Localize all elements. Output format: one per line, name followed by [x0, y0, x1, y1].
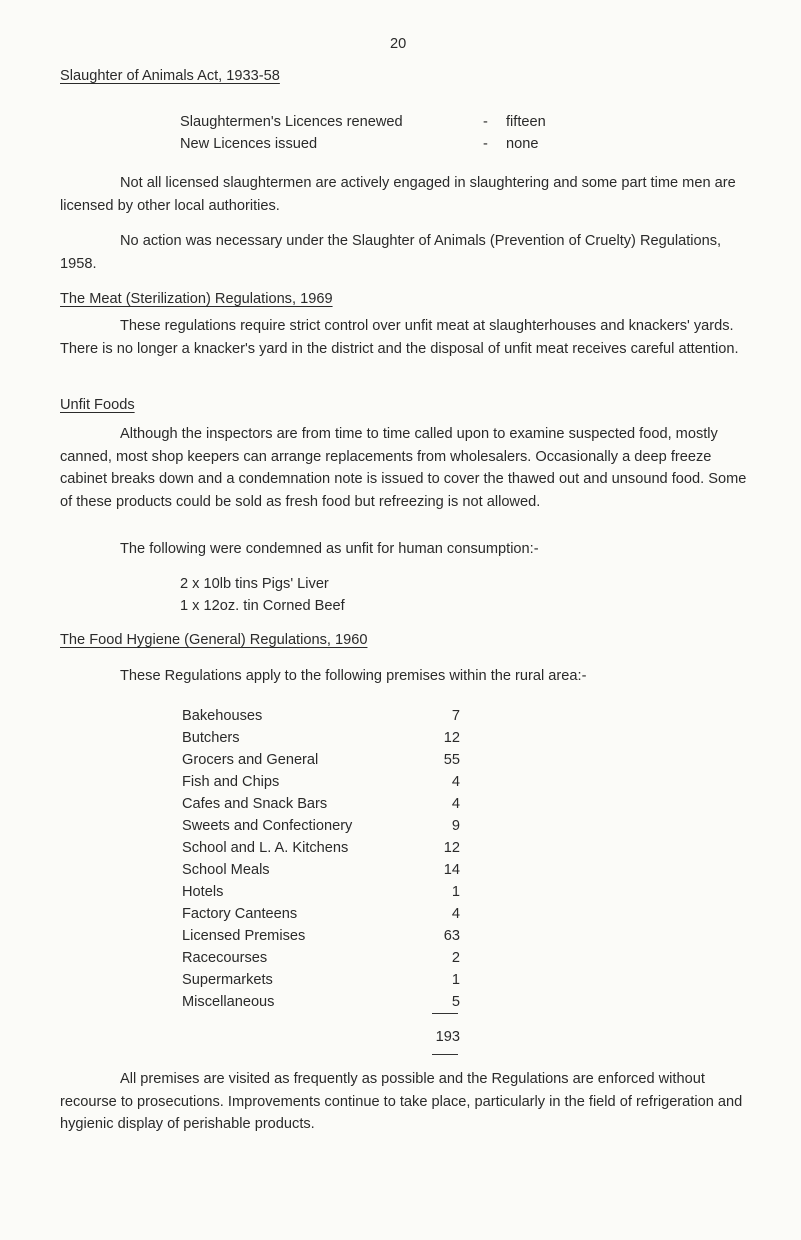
premises-count: 12 [443, 730, 460, 746]
premises-count: 4 [451, 796, 460, 812]
premises-name: Grocers and General [182, 752, 319, 768]
premises-name: Cafes and Snack Bars [182, 796, 328, 812]
licences-new-label: New Licences issued [180, 136, 318, 152]
licences-renewed-label: Slaughtermen's Licences renewed [180, 114, 403, 130]
table-row [182, 991, 460, 1013]
table-row [182, 881, 460, 903]
paragraph-condemned-intro: The following were condemned as unfit for human consumption:- [120, 541, 539, 557]
paragraph-part-time: Not all licensed slaughtermen are actively engaged in slaughtering and some part time men are licensed by other local authorities. [60, 175, 736, 214]
premises-count: 5 [451, 994, 460, 1010]
licences-new-dash: - [483, 136, 488, 152]
premises-count: 12 [443, 840, 460, 856]
licences-renewed-value: fifteen [506, 114, 546, 130]
total-row [182, 1026, 460, 1048]
premises-count: 1 [451, 884, 460, 900]
table-row [182, 947, 460, 969]
premises-name: Fish and Chips [182, 774, 280, 790]
paragraph-prevention-cruelty: No action was necessary under the Slaughter of Animals (Prevention of Cruelty) Regulations, 1958. [60, 233, 722, 272]
premises-name: Hotels [182, 884, 224, 900]
heading-meat-sterilization: The Meat (Sterilization) Regulations, 1969 [60, 291, 333, 307]
total-rule-top [432, 1013, 458, 1014]
premises-count: 4 [451, 774, 460, 790]
premises-name: School Meals [182, 862, 270, 878]
premises-count: 7 [451, 708, 460, 724]
table-row [182, 859, 460, 881]
premises-name: Bakehouses [182, 708, 263, 724]
table-row [182, 903, 460, 925]
premises-count: 55 [443, 752, 460, 768]
table-row [182, 771, 460, 793]
premises-count: 4 [451, 906, 460, 922]
licences-new-value: none [506, 136, 539, 152]
condemned-item: 1 x 12oz. tin Corned Beef [180, 598, 345, 614]
heading-food-hygiene: The Food Hygiene (General) Regulations, 1960 [60, 632, 368, 648]
premises-name: Butchers [182, 730, 240, 746]
table-row [182, 969, 460, 991]
table-row [182, 705, 460, 727]
premises-count: 63 [443, 928, 460, 944]
premises-name: School and L. A. Kitchens [182, 840, 349, 856]
premises-name: Sweets and Confectionery [182, 818, 353, 834]
condemned-item: 2 x 10lb tins Pigs' Liver [180, 576, 329, 592]
table-row [182, 727, 460, 749]
premises-count: 2 [451, 950, 460, 966]
licences-renewed-dash: - [483, 114, 488, 130]
premises-intro: These Regulations apply to the following premises within the rural area:- [120, 668, 587, 684]
heading-slaughter-act: Slaughter of Animals Act, 1933-58 [60, 68, 280, 84]
paragraph-closing: All premises are visited as frequently as possible and the Regulations are enforced without recourse to prosecutions. Improvements continue to take place, particularly in the field of refrigeration and hygienic display of perishable products. [60, 1071, 743, 1132]
heading-unfit-foods: Unfit Foods [60, 397, 135, 413]
page-number: 20 [390, 36, 407, 52]
paragraph-suspected-food: Although the inspectors are from time to time called upon to examine suspected food, mostly canned, most shop keepers can arrange replacements from wholesalers. Occasionally a deep freeze cabinet breaks down and a condemnation note is issued to cover the thawed out and unsound food. Some of these products could be sold as fresh food but refreezing is not allowed. [60, 426, 747, 510]
paragraph-unfit-meat: These regulations require strict control over unfit meat at slaughterhouses and knackers' yards. There is no longer a knacker's yard in the district and the disposal of unfit meat receives careful attention. [60, 318, 739, 357]
table-row [182, 837, 460, 859]
premises-count: 1 [451, 972, 460, 988]
premises-total: 193 [435, 1029, 460, 1045]
table-row [182, 749, 460, 771]
premises-name: Supermarkets [182, 972, 273, 988]
premises-name: Factory Canteens [182, 906, 298, 922]
premises-name: Miscellaneous [182, 994, 275, 1010]
premises-name: Racecourses [182, 950, 268, 966]
table-row [182, 925, 460, 947]
premises-name: Licensed Premises [182, 928, 306, 944]
premises-count: 9 [451, 818, 460, 834]
premises-count: 14 [443, 862, 460, 878]
table-row [182, 793, 460, 815]
table-row [182, 815, 460, 837]
total-rule-bottom [432, 1054, 458, 1055]
